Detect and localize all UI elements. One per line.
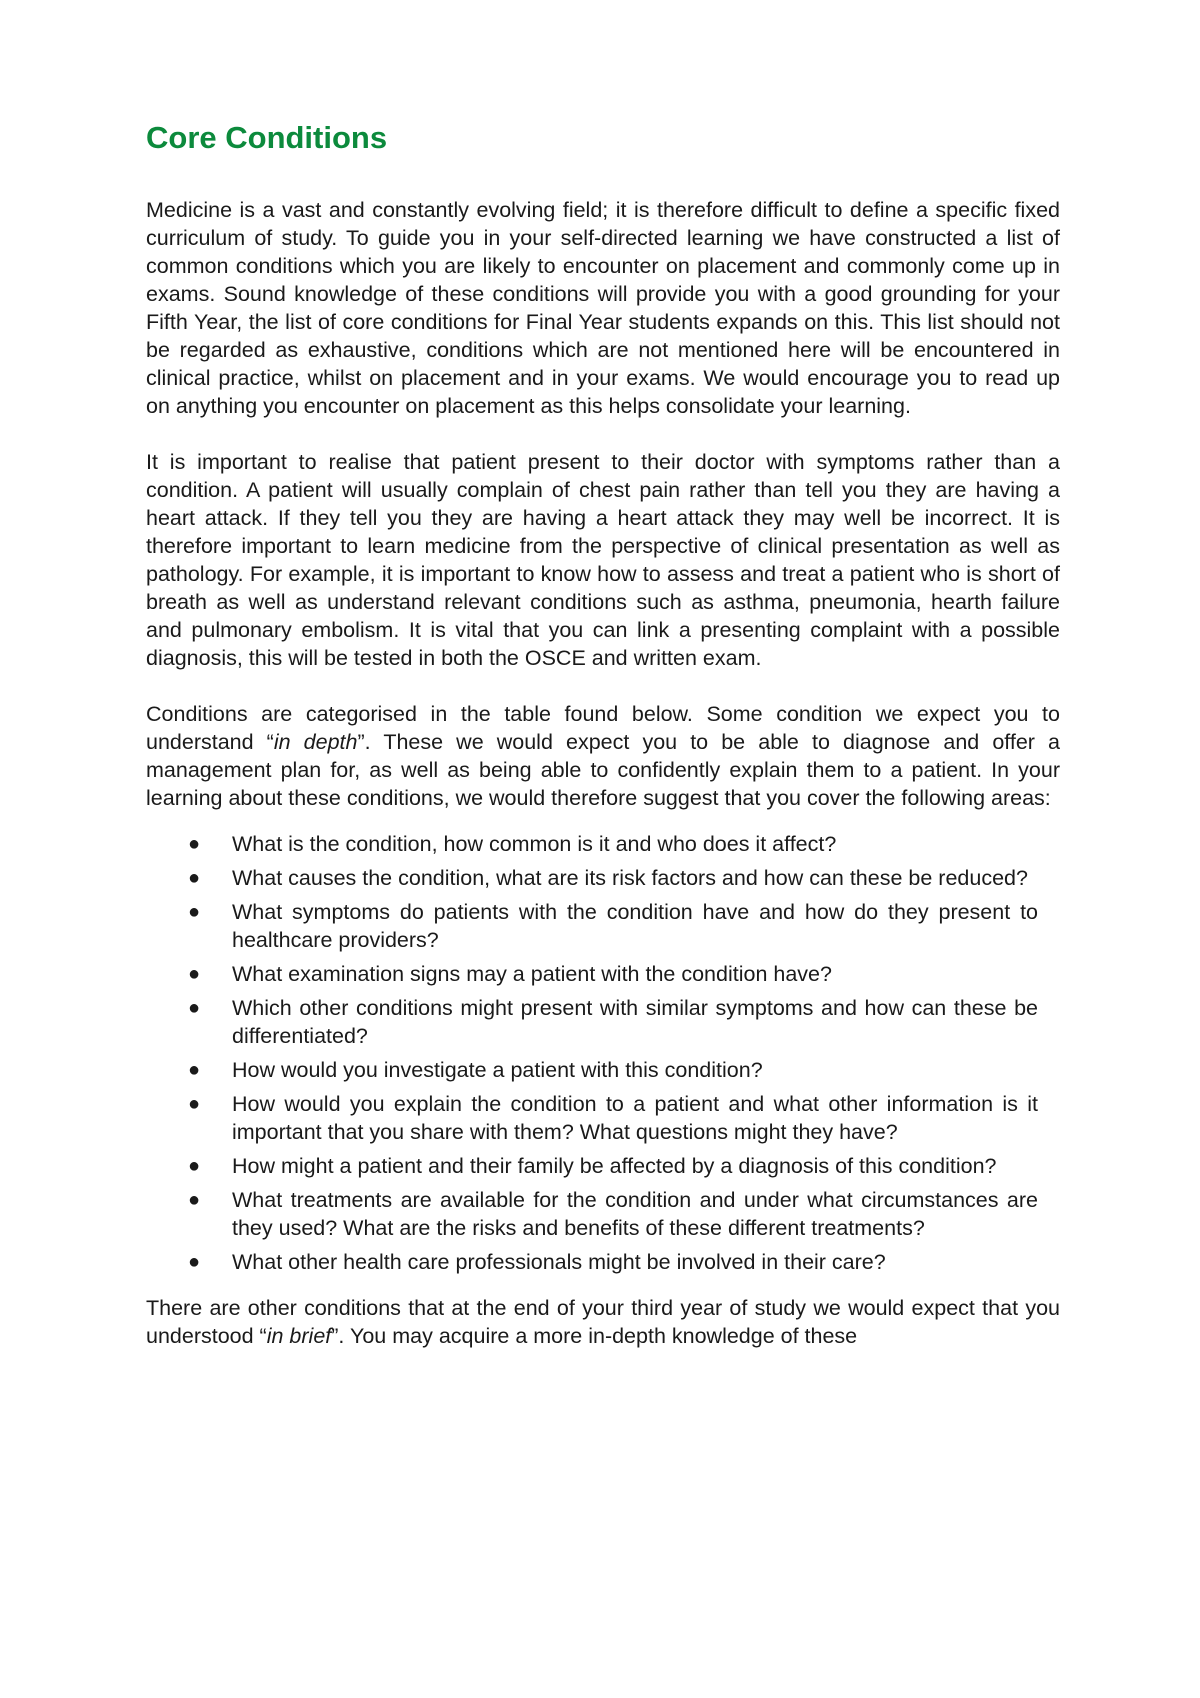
list-item bbox=[146, 960, 1060, 988]
in-brief-emphasis: in brief bbox=[266, 1324, 332, 1348]
categories-text-end: ”. These we would expect you to be able to diagnose and offer a management plan for, as well as being able to confidently explain them to a patient. In your learning about these conditions, we would therefore suggest that you cover the following areas: bbox=[146, 730, 1061, 810]
list-item bbox=[146, 1090, 1060, 1146]
intro-paragraph: Medicine is a vast and constantly evolving field; it is therefore difficult to define a specific fixed curriculum of study. To guide you in your self-directed learning we have constructed a list of common conditions which you are likely to encounter on placement and commonly come up in exams. Sound knowledge of these conditions will provide you with a good grounding for your Fifth Year, the list of core conditions for Final Year students expands on this. This list should not be regarded as exhaustive, conditions which are not mentioned here will be encountered in clinical practice, whilst on placement and in your exams. We would encourage you to read up on anything you encounter on placement as this helps consolidate your learning. bbox=[146, 198, 1060, 418]
list-item bbox=[146, 994, 1060, 1050]
list-item-text: What treatments are available for the condition and under what circumstances are they used? What are the risks and benefits of these different treatments? bbox=[232, 1188, 1038, 1240]
bullet-icon: ● bbox=[188, 1189, 201, 1211]
bullet-icon: ● bbox=[188, 1155, 201, 1177]
list-item bbox=[146, 1152, 1060, 1180]
list-item bbox=[146, 1248, 1060, 1276]
bullet-icon: ● bbox=[188, 1251, 201, 1273]
topic-list bbox=[146, 830, 1060, 1276]
list-item bbox=[146, 1056, 1060, 1084]
categories-text-start: Conditions are categorised in the table found below. Some condition we expect you to understand “ bbox=[146, 702, 1060, 754]
presentation-paragraph: It is important to realise that patient present to their doctor with symptoms rather than a condition. A patient will usually complain of chest pain rather than tell you they are having a heart attack. If they tell you they are having a heart attack they may well be incorrect. It is therefore important to learn medicine from the perspective of clinical presentation as well as pathology. For example, it is important to know how to assess and treat a patient who is short of breath as well as understand relevant conditions such as asthma, pneumonia, hearth failure and pulmonary embolism. It is vital that you can link a presenting complaint with a possible diagnosis, this will be tested in both the OSCE and written exam. bbox=[146, 450, 1060, 670]
bullet-icon: ● bbox=[188, 833, 201, 855]
in-brief-text-end: ”. You may acquire a more in-depth knowledge of these bbox=[331, 1324, 858, 1348]
list-item bbox=[146, 1186, 1060, 1242]
categories-paragraph bbox=[146, 700, 1060, 812]
list-item-text: What symptoms do patients with the condition have and how do they present to healthcare providers? bbox=[232, 900, 1038, 952]
bullet-icon: ● bbox=[188, 1059, 201, 1081]
list-item-text: How would you explain the condition to a patient and what other information is it important that you share with them? What questions might they have? bbox=[232, 1092, 1038, 1144]
list-item-text: How might a patient and their family be affected by a diagnosis of this condition? bbox=[232, 1154, 997, 1178]
in-brief-text-start: There are other conditions that at the end of your third year of study we would expect that you understood “ bbox=[146, 1296, 1060, 1348]
document-page bbox=[146, 118, 1060, 1378]
list-item-text: What other health care professionals might be involved in their care? bbox=[232, 1250, 886, 1274]
list-item bbox=[146, 898, 1060, 954]
list-item-text: Which other conditions might present with similar symptoms and how can these be differentiated? bbox=[232, 996, 1038, 1048]
list-item-text: What causes the condition, what are its risk factors and how can these be reduced? bbox=[232, 866, 1028, 890]
bullet-icon: ● bbox=[188, 1093, 201, 1115]
bullet-icon: ● bbox=[188, 963, 201, 985]
list-item-text: How would you investigate a patient with this condition? bbox=[232, 1058, 763, 1082]
list-item-text: What examination signs may a patient with the condition have? bbox=[232, 962, 832, 986]
in-depth-emphasis: in depth bbox=[273, 730, 358, 754]
bullet-icon: ● bbox=[188, 867, 201, 889]
page-title: Core Conditions bbox=[146, 120, 388, 155]
list-item bbox=[146, 864, 1060, 892]
bullet-icon: ● bbox=[188, 901, 201, 923]
list-item-text: What is the condition, how common is it and who does it affect? bbox=[232, 832, 837, 856]
bullet-icon: ● bbox=[188, 997, 201, 1019]
list-item bbox=[146, 830, 1060, 858]
in-brief-paragraph bbox=[146, 1294, 1060, 1350]
